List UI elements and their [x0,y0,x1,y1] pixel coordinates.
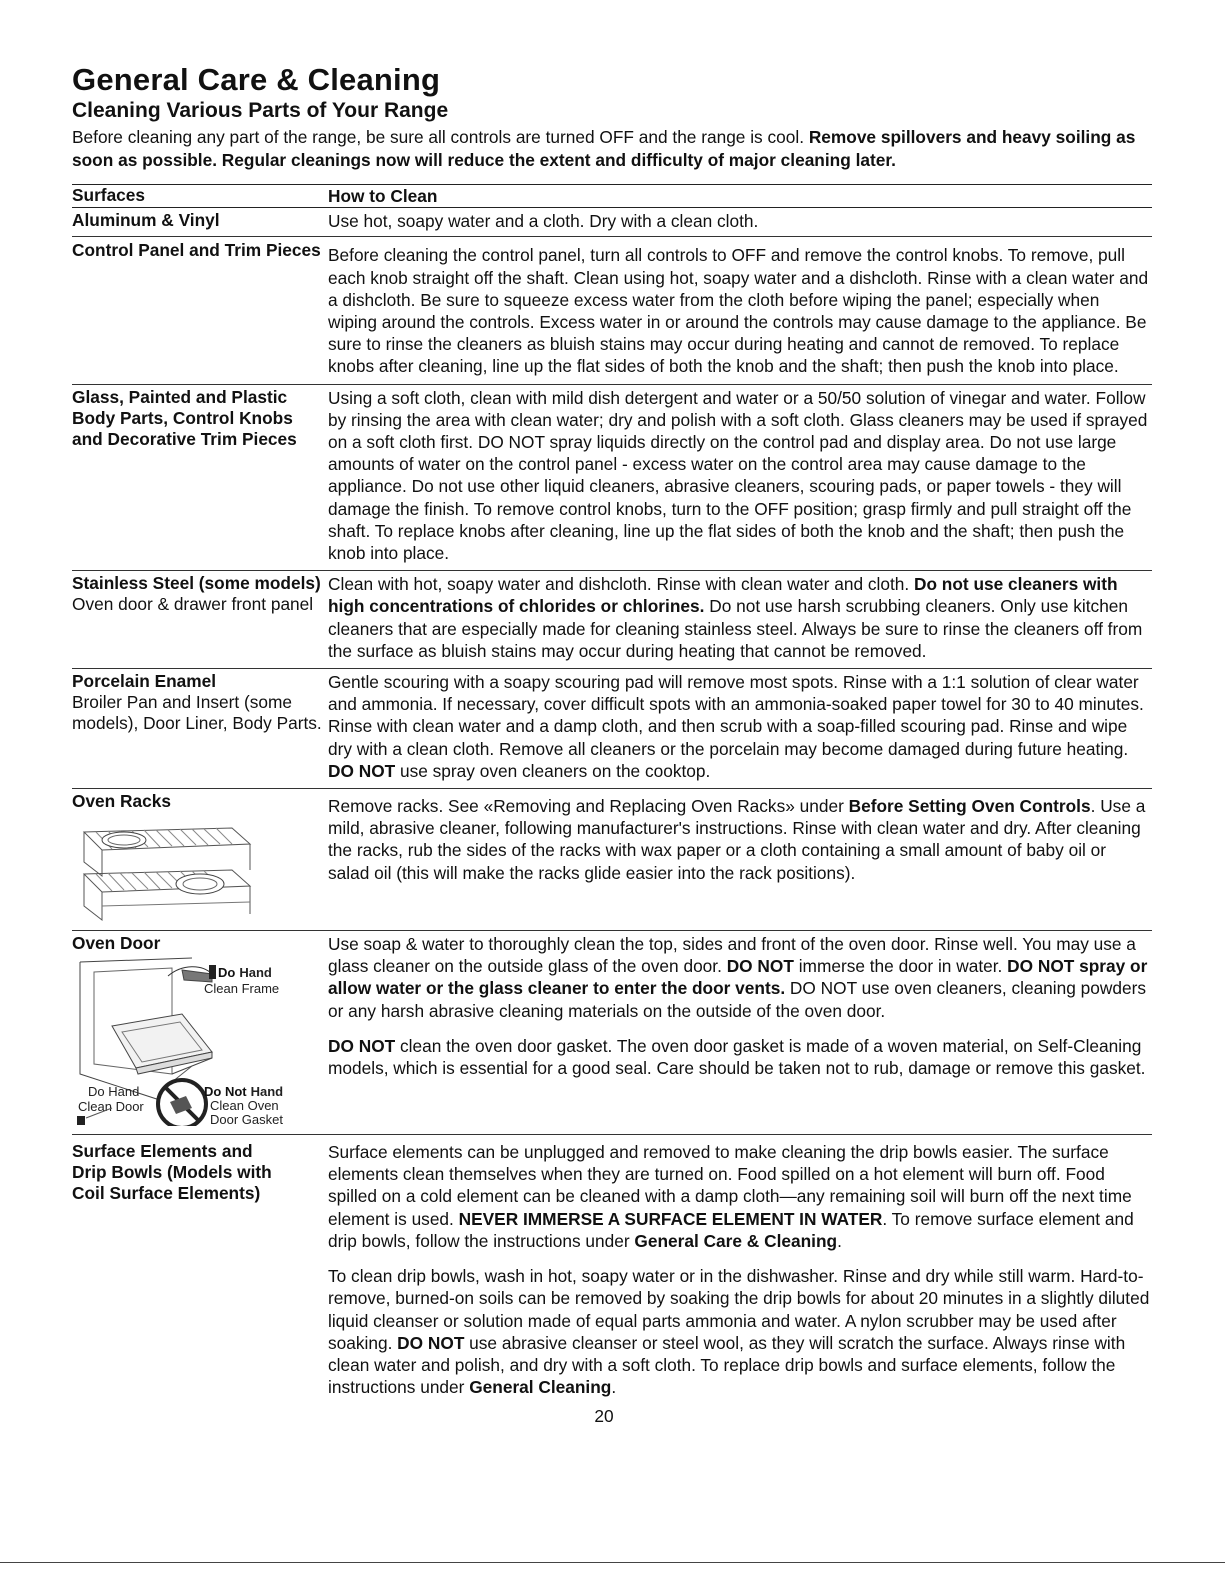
how-glass: Using a soft cloth, clean with mild dish detergent and water or a 50/50 solution of vinegar and water. Follow by rinsing the area with clean water; dry and polish with a soft cloth. Glass cleaners may be used if sprayed on a soft cloth first. DO NOT spray liquids directly on the control pad and display area. Do not use large amounts of water on the control panel - excess water on the control area may cause damage to the appliance. Do not use other liquid cleaners, abrasive cleaners, scouring pads, or paper towels - they will damage the finish. To remove control knobs, turn to the OFF position; grasp firmly and pull straight off the shaft. To replace knobs after cleaning, line up the flat sides of both the knob and the shaft; then push the knob into place. [328,387,1148,564]
how-stainless-text-1: Clean with hot, soapy water and dishcloth. Rinse with clean water and cloth. [328,574,914,595]
how-stainless-bold: Do not use cleaners with high concentrations of chlorides or chlorines. [328,574,1118,617]
how-se-bold-2b: DO NOT [397,1332,465,1353]
surface-stainless-bold: Stainless Steel (some models) [72,573,321,594]
intro-paragraph [72,126,1152,171]
surface-racks: Oven Racks [72,791,171,812]
table-row-control-panel [72,237,1152,383]
page-title: General Care & Cleaning [72,62,441,97]
how-door-bold-b: DO NOT [726,956,794,977]
how-racks [328,795,1150,884]
how-door-text-2b: clean the oven door gasket. The oven door gasket is made of a woven material, on Self-Cleaning models, which is essential for a good seal. Care should be taken not to rub, damage or remove this gasket. [328,1035,1146,1079]
how-stainless-text-2: Do not use harsh scrubbing cleaners. Only use kitchen cleaners that are especially made for cleaning stainless steel. Always be sure to rinse the cleaners off from the surface as bluish stains may occur during heating that cannot be removed. [328,596,1143,661]
how-stainless [328,573,1150,662]
page-bottom-rule [0,1562,1225,1563]
how-se-text-2c: use abrasive cleanser or steel wool, as they will scratch the surface. Always rinse with clean water and polish, and dry with a soft cloth. To replace drip bowls and surface elements, follow the instructions under [328,1332,1126,1398]
how-door-1 [328,933,1150,1022]
how-porcelain [328,671,1150,782]
table-row-glass [72,384,1152,572]
table-row-door [72,931,1152,1135]
table-row-surface-elements [72,1135,1152,1404]
how-porcelain-bold: DO NOT [328,760,396,781]
svg-text:Do NotHand [204,1084,283,1099]
header-surfaces: Surfaces [72,185,146,205]
surface-door: Oven Door [72,933,161,954]
how-surface-elements-2 [328,1265,1150,1398]
table-row-porcelain [72,669,1152,789]
how-door-bold-2a: DO NOT [328,1035,396,1056]
surface-porcelain-detail: Broiler Pan and Insert (some models), Door Liner, Body Parts. [72,692,322,734]
oven-racks-illustration [72,818,262,926]
surface-elements: Surface Elements and Drip Bowls (Models with Coil Surface Elements) [72,1141,272,1204]
how-se-text-2e: . [611,1377,617,1398]
fig-label-hand: Hand [239,965,272,981]
fig-label-hand-2: Hand [250,1084,284,1100]
how-aluminum: Use hot, soapy water and a cloth. Dry with a clean cloth. [328,211,759,232]
how-door-text-e: DO NOT use oven cleaners, cleaning powders or any harsh abrasive cleaning materials on the outside of the oven door. [328,978,1146,1021]
how-se-bold-2d: General Cleaning [469,1377,612,1398]
how-se-text-c: . To remove surface element and drip bowls, follow the instructions under [328,1208,1134,1251]
surface-stainless [72,573,321,614]
hand-icon-small [77,1116,85,1125]
table-header-row [72,185,1152,208]
surface-aluminum: Aluminum & Vinyl [72,210,220,231]
how-racks-bold: Before Setting Oven Controls [848,796,1091,817]
oven-door-illustration [72,956,302,1126]
how-se-bold-b: NEVER IMMERSE A SURFACE ELEMENT IN WATER [458,1208,883,1229]
surface-porcelain: Porcelain Enamel [72,671,217,692]
surface-stainless-detail: Oven door & drawer front panel [72,594,314,615]
how-door-text-c: immerse the door in water. [793,956,1008,977]
fig-label-do: Do [218,965,236,981]
surface-glass: Glass, Painted and Plastic Body Parts, Control Knobs and Decorative Trim Pieces [72,386,297,449]
intro-bold-text: Remove spillovers and heavy soiling as soon as possible. Regular cleanings now will reduce the extent and difficulty of major cleaning later. [72,127,1136,170]
page-number: 20 [594,1406,614,1427]
table-row-racks [72,789,1152,931]
hand-icon [209,965,216,979]
how-door-text-a: Use soap & water to thoroughly clean the top, sides and front of the oven door. Rinse well. You may use a glass cleaner on the outside glass of the oven door. [328,934,1136,977]
how-porcelain-text-2: use spray oven cleaners on the cooktop. [395,760,711,781]
how-racks-text-2: . Use a mild, abrasive cleaner, following manufacturer's instructions. Rinse with clean water and dry. After cleaning the racks, rub the sides of the racks with wax paper or a cloth containing a small amount of baby oil or salad oil (this will make the racks glide easier into the rack positions). [328,796,1146,883]
fig-label-clean-oven: Clean Oven [210,1098,279,1114]
page [72,62,1152,1427]
fig-label-do-not: Do Not [204,1084,247,1100]
how-door-2 [328,1035,1150,1079]
how-se-text-a: Surface elements can be unplugged and removed to make cleaning the drip bowls easier. The surface elements clean themselves when they are turned on. Food spilled on a hot element will burn off. Food spilled on a cold element can be cleaned with a damp cloth—any remaining soil will burn off the next time element is used. [328,1142,1132,1229]
svg-text:DoHand [218,965,272,980]
how-se-text-e: . [837,1230,842,1251]
how-se-bold-d: General Care & Cleaning [634,1230,838,1251]
prohibited-icon [158,1080,206,1126]
header-how-to-clean: How to Clean [328,186,438,206]
intro-text: Before cleaning any part of the range, be sure all controls are turned OFF and the range is cool. [72,127,809,147]
fig-label-door-gasket: Door Gasket [210,1112,283,1127]
how-se-text-2a: To clean drip bowls, wash in hot, soapy water or in the dishwasher. Rinse and dry while still warm. Hard-to-remove, burned-on soils can be removed by soaking the drip bowls for about 20 minutes in a slightly diluted liquid cleanser or solution made of equal parts ammonia and water. A nylon scrubber may be used after soaking. [328,1266,1150,1353]
how-porcelain-text-1: Gentle scouring with a soapy scouring pad will remove most spots. Rinse with a 1:1 solution of clear water and ammonia. If necessary, cover difficult spots with an ammonia-soaked paper towel for 30 to 40 minutes. Rinse with clean water and a damp cloth, and then scrub with a soap-filled scouring pad. Rinse and wipe dry with a clean cloth. Remove all cleaners or the porcelain may become damaged during future heating. [328,672,1144,759]
fig-label-clean-door: Clean Door [78,1099,144,1115]
section-title: Cleaning Various Parts of Your Range [72,99,449,122]
how-surface-elements-1 [328,1141,1150,1252]
table-row-aluminum [72,208,1152,237]
table-row-stainless [72,571,1152,669]
cleaning-table [72,184,1152,1404]
how-control-panel: Before cleaning the control panel, turn all controls to OFF and remove the control knobs. To remove, pull each knob straight off the shaft. Clean using hot, soapy water and a dishcloth. Rinse with a clean water and a dishcloth. Be sure to squeeze excess water from the cloth before wiping the panel; especially when wiping around the controls. Excess water in or around the controls may cause damage to the appliance. Be sure to rinse the cleaners as bluish stains may occur during heating and cannot de removed. To replace knobs after cleaning, line up the flat sides of both the knob and the shaft; then push the knob into place. [328,245,1149,377]
how-door-bold-d: DO NOT spray or allow water or the glass cleaner to enter the door vents. [328,956,1148,999]
how-racks-text-1: Remove racks. See «Removing and Replacing Oven Racks» under [328,796,849,817]
surface-control-panel: Control Panel and Trim Pieces [72,240,321,261]
fig-label-do-hand: Do Hand [88,1084,140,1100]
fig-label-clean-frame: Clean Frame [204,981,280,997]
